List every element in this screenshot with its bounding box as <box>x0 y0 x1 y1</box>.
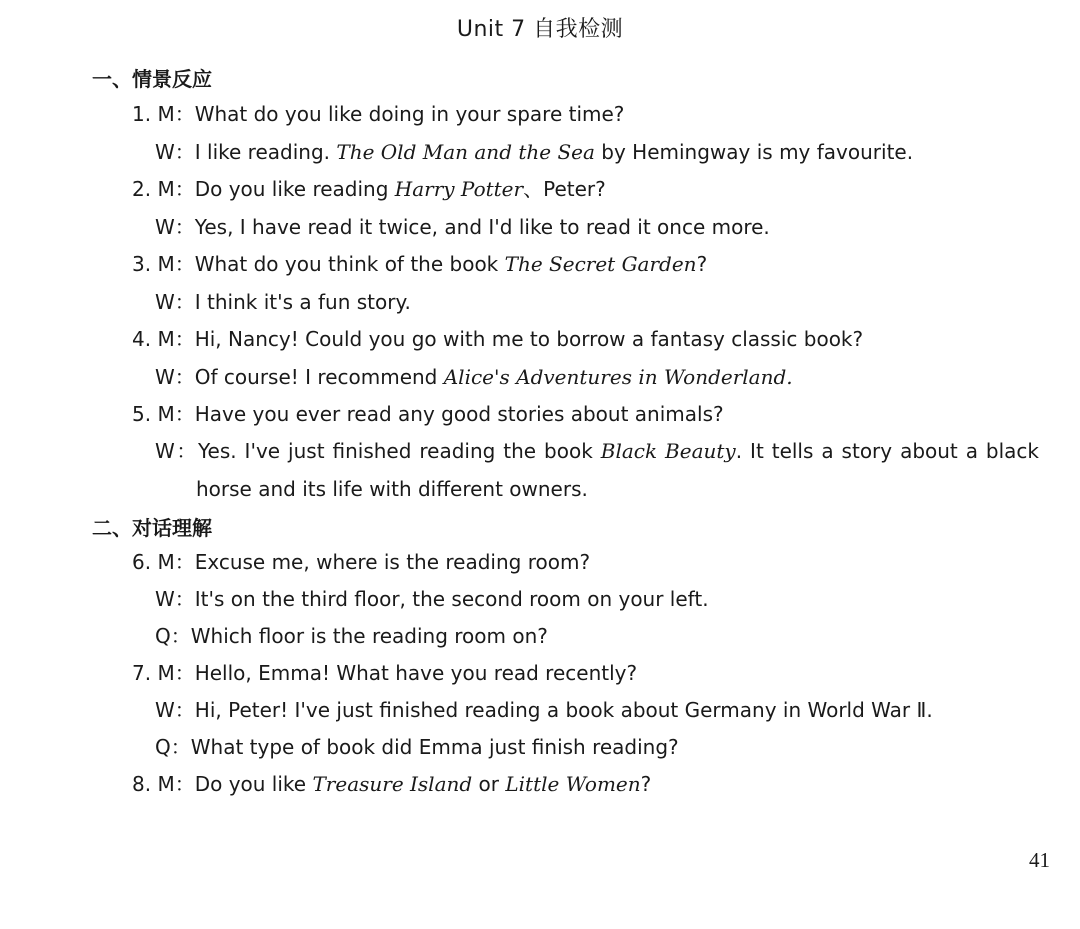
dialogue-line-6q <box>155 622 548 650</box>
speaker-prefix: W： <box>155 215 195 239</box>
line-text: horse and its life with different owners. <box>196 477 588 501</box>
speaker-prefix: W： <box>155 698 195 722</box>
line-text: Have you ever read any good stories about animals? <box>194 402 724 426</box>
dialogue-line-2w <box>155 213 770 241</box>
line-text: I think it's a fun story. <box>194 290 411 314</box>
speaker-prefix: 4. M： <box>132 327 195 351</box>
line-text: What type of book did Emma just finish reading? <box>190 735 679 759</box>
dialogue-line-7q <box>155 733 679 761</box>
dialogue-line-5w-cont <box>196 475 588 503</box>
speaker-prefix: W： <box>155 140 195 164</box>
speaker-prefix: W： <box>155 439 198 463</box>
line-text: 、Peter? <box>523 177 606 201</box>
book-title: Little Women <box>505 772 641 796</box>
dialogue-line-8m <box>132 770 651 798</box>
line-text: Of course! I recommend <box>194 365 438 389</box>
dialogue-line-4m <box>132 325 863 353</box>
line-text: Which floor is the reading room on? <box>190 624 548 648</box>
dialogue-line-6w <box>155 585 709 613</box>
line-text: What do you think of the book <box>194 252 499 276</box>
section-heading-1: 一、情景反应 <box>92 67 212 91</box>
speaker-prefix: 3. M： <box>132 252 195 276</box>
line-text: ? <box>696 252 708 276</box>
line-text: I like reading. <box>194 140 331 164</box>
dialogue-line-7w <box>155 696 933 724</box>
line-text: Yes, I have read it twice, and I'd like to read it once more. <box>194 215 770 239</box>
line-text: Do you like reading <box>194 177 389 201</box>
page-number: 41 <box>1029 848 1050 872</box>
dialogue-line-6m <box>132 548 590 576</box>
line-text: Hi, Nancy! Could you go with me to borrow a fantasy classic book? <box>194 327 864 351</box>
speaker-prefix: 8. M： <box>132 772 195 796</box>
speaker-prefix: Q： <box>155 624 191 648</box>
dialogue-line-5w <box>155 437 1039 465</box>
dialogue-line-4w <box>155 363 793 391</box>
line-text: Do you like <box>194 772 307 796</box>
speaker-prefix: 6. M： <box>132 550 195 574</box>
dialogue-line-7m <box>132 659 637 687</box>
book-title: Alice's Adventures in Wonderland. <box>443 365 793 389</box>
line-text: It's on the third floor, the second room on your left. <box>194 587 709 611</box>
speaker-prefix: W： <box>155 290 195 314</box>
speaker-prefix: Q： <box>155 735 191 759</box>
page-title: Unit 7 自我检测 <box>456 17 624 42</box>
book-title: Harry Potter <box>394 177 524 201</box>
line-text: . It tells a story about a black <box>735 439 1040 463</box>
line-text: Excuse me, where is the reading room? <box>194 550 591 574</box>
line-text: Hi, Peter! I've just finished reading a book about Germany in World War Ⅱ. <box>194 698 933 722</box>
dialogue-line-1w <box>155 138 913 166</box>
speaker-prefix: 1. M： <box>132 102 195 126</box>
speaker-prefix: 7. M： <box>132 661 195 685</box>
line-text: Hello, Emma! What have you read recently? <box>194 661 638 685</box>
dialogue-line-2m <box>132 175 606 203</box>
speaker-prefix: W： <box>155 365 195 389</box>
section-heading-2: 二、对话理解 <box>92 516 212 540</box>
dialogue-line-3m <box>132 250 707 278</box>
speaker-prefix: 5. M： <box>132 402 195 426</box>
line-text: ? <box>640 772 652 796</box>
dialogue-line-5m <box>132 400 724 428</box>
line-text: Yes. I've just finished reading the book <box>197 439 593 463</box>
book-title: Treasure Island <box>312 772 473 796</box>
speaker-prefix: W： <box>155 587 195 611</box>
line-text: What do you like doing in your spare time? <box>194 102 625 126</box>
dialogue-line-1m <box>132 100 624 128</box>
book-title: Black Beauty <box>600 439 736 463</box>
line-text: or <box>478 772 500 796</box>
book-title: The Secret Garden <box>504 252 697 276</box>
speaker-prefix: 2. M： <box>132 177 195 201</box>
line-text: by Hemingway is my favourite. <box>601 140 914 164</box>
book-title: The Old Man and the Sea <box>336 140 595 164</box>
dialogue-line-3w <box>155 288 411 316</box>
